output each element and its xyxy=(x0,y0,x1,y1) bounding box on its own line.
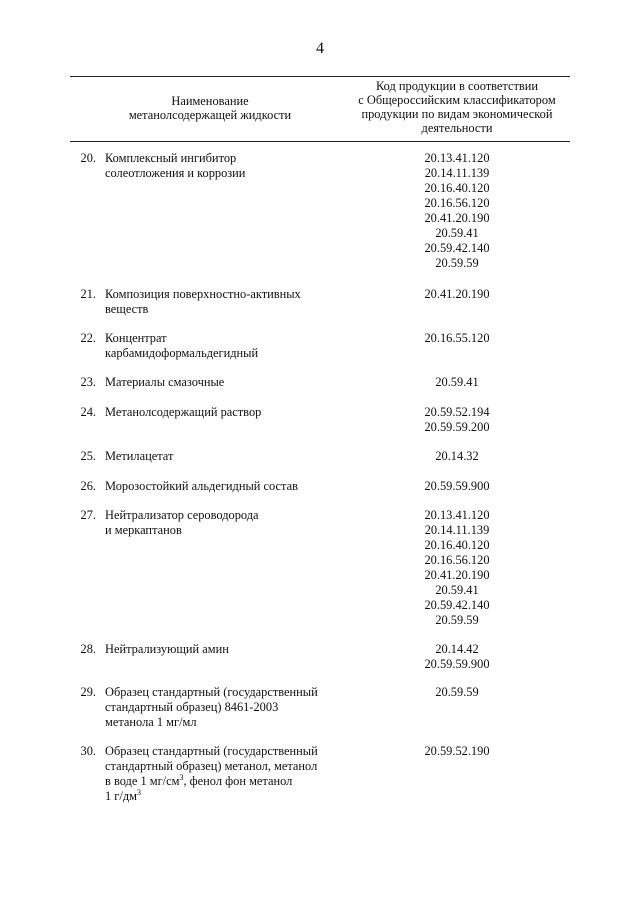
header-name-line: Наименование xyxy=(171,94,249,108)
row-number: 28. xyxy=(80,642,96,656)
row-name-line: Образец стандартный (государственный xyxy=(105,744,318,758)
row-name xyxy=(105,508,345,538)
product-code: 20.41.20.190 xyxy=(424,211,490,225)
row-name-line: метанола 1 мг/мл xyxy=(105,715,197,729)
row-name-line: карбамидоформальдегидный xyxy=(105,346,259,360)
product-code: 20.59.41 xyxy=(435,375,479,389)
superscript: 3 xyxy=(179,772,184,782)
row-name-text: , фенол фон метанол xyxy=(183,774,293,788)
row-codes xyxy=(407,744,507,759)
row-codes xyxy=(407,151,507,271)
table-top-rule xyxy=(70,76,570,77)
row-name-text: 1 г/дм xyxy=(105,789,137,803)
product-code: 20.16.56.120 xyxy=(424,196,490,210)
row-name-line: Образец стандартный (государственный xyxy=(105,685,318,699)
row-name-line: Композиция поверхностно-активных xyxy=(105,287,301,301)
product-code: 20.59.52.190 xyxy=(424,744,490,758)
row-codes xyxy=(407,449,507,464)
header-code-column xyxy=(344,79,570,135)
product-code: 20.14.11.139 xyxy=(424,523,490,537)
row-name xyxy=(105,151,345,181)
row-number: 23. xyxy=(80,375,96,389)
product-code: 20.41.20.190 xyxy=(424,287,490,301)
row-codes xyxy=(407,685,507,700)
row-name xyxy=(105,479,345,494)
row-number: 21. xyxy=(80,287,96,301)
row-number: 25. xyxy=(80,449,96,463)
row-codes xyxy=(407,405,507,435)
row-name-line: Морозостойкий альдегидный состав xyxy=(105,479,298,493)
product-code: 20.14.32 xyxy=(435,449,479,463)
product-code: 20.13.41.120 xyxy=(424,151,490,165)
row-name xyxy=(105,449,345,464)
row-name-line: Комплексный ингибитор xyxy=(105,151,237,165)
row-number: 22. xyxy=(80,331,96,345)
header-code-line: продукции по видам экономической xyxy=(361,107,553,121)
header-code-line: с Общероссийским классификатором xyxy=(358,93,556,107)
row-name-line: и меркаптанов xyxy=(105,523,182,537)
header-code-line: Код продукции в соответствии xyxy=(375,79,539,93)
page-number: 4 xyxy=(316,40,324,57)
row-name xyxy=(105,744,345,804)
product-code: 20.16.40.120 xyxy=(424,181,490,195)
row-number: 27. xyxy=(80,508,96,522)
product-code: 20.59.41 xyxy=(435,226,479,240)
row-name-line: веществ xyxy=(105,302,149,316)
product-code: 20.14.42 xyxy=(435,642,479,656)
row-number: 29. xyxy=(80,685,96,699)
row-codes xyxy=(407,287,507,302)
row-codes xyxy=(407,508,507,628)
header-code-line: деятельности xyxy=(421,121,493,135)
row-number: 24. xyxy=(80,405,96,419)
row-number: 30. xyxy=(80,744,96,758)
row-name xyxy=(105,331,345,361)
product-code: 20.59.42.140 xyxy=(424,598,490,612)
row-name-line: стандартный образец) 8461-2003 xyxy=(105,700,279,714)
row-name xyxy=(105,287,345,317)
product-code: 20.16.55.120 xyxy=(424,331,490,345)
product-code: 20.14.11.139 xyxy=(424,166,490,180)
product-code: 20.59.41 xyxy=(435,583,479,597)
row-name-line: Материалы смазочные xyxy=(105,375,225,389)
row-codes xyxy=(407,375,507,390)
product-code: 20.13.41.120 xyxy=(424,508,490,522)
row-name xyxy=(105,375,345,390)
row-name-text: в воде 1 мг/см xyxy=(105,774,180,788)
product-code: 20.59.59.900 xyxy=(424,657,490,671)
header-name-column xyxy=(100,94,320,122)
row-name-line: Нейтрализующий амин xyxy=(105,642,229,656)
product-code: 20.59.59.900 xyxy=(424,479,490,493)
row-name-line: стандартный образец) метанол, метанол xyxy=(105,759,318,773)
product-code: 20.59.59 xyxy=(435,685,479,699)
row-name-line: Метилацетат xyxy=(105,449,174,463)
row-codes xyxy=(407,331,507,346)
product-code: 20.16.40.120 xyxy=(424,538,490,552)
row-name xyxy=(105,405,345,420)
header-name-line: метанолсодержащей жидкости xyxy=(128,108,292,122)
row-number: 20. xyxy=(80,151,96,165)
superscript: 3 xyxy=(136,787,141,797)
product-code: 20.59.42.140 xyxy=(424,241,490,255)
row-number: 26. xyxy=(80,479,96,493)
product-code: 20.59.59 xyxy=(435,256,479,270)
product-code: 20.41.20.190 xyxy=(424,568,490,582)
product-code: 20.59.59 xyxy=(435,613,479,627)
row-name-line: Метанолсодержащий раствор xyxy=(105,405,262,419)
row-name-line xyxy=(105,789,345,804)
table-header-rule xyxy=(70,141,570,142)
row-name-line xyxy=(105,774,345,789)
row-name xyxy=(105,685,345,730)
product-code: 20.59.52.194 xyxy=(424,405,490,419)
row-name-line: Нейтрализатор сероводорода xyxy=(105,508,259,522)
product-code: 20.59.59.200 xyxy=(424,420,490,434)
row-codes xyxy=(407,642,507,672)
row-codes xyxy=(407,479,507,494)
row-name-line: солеотложения и коррозии xyxy=(105,166,246,180)
row-name xyxy=(105,642,345,657)
product-code: 20.16.56.120 xyxy=(424,553,490,567)
row-name-line: Концентрат xyxy=(105,331,167,345)
